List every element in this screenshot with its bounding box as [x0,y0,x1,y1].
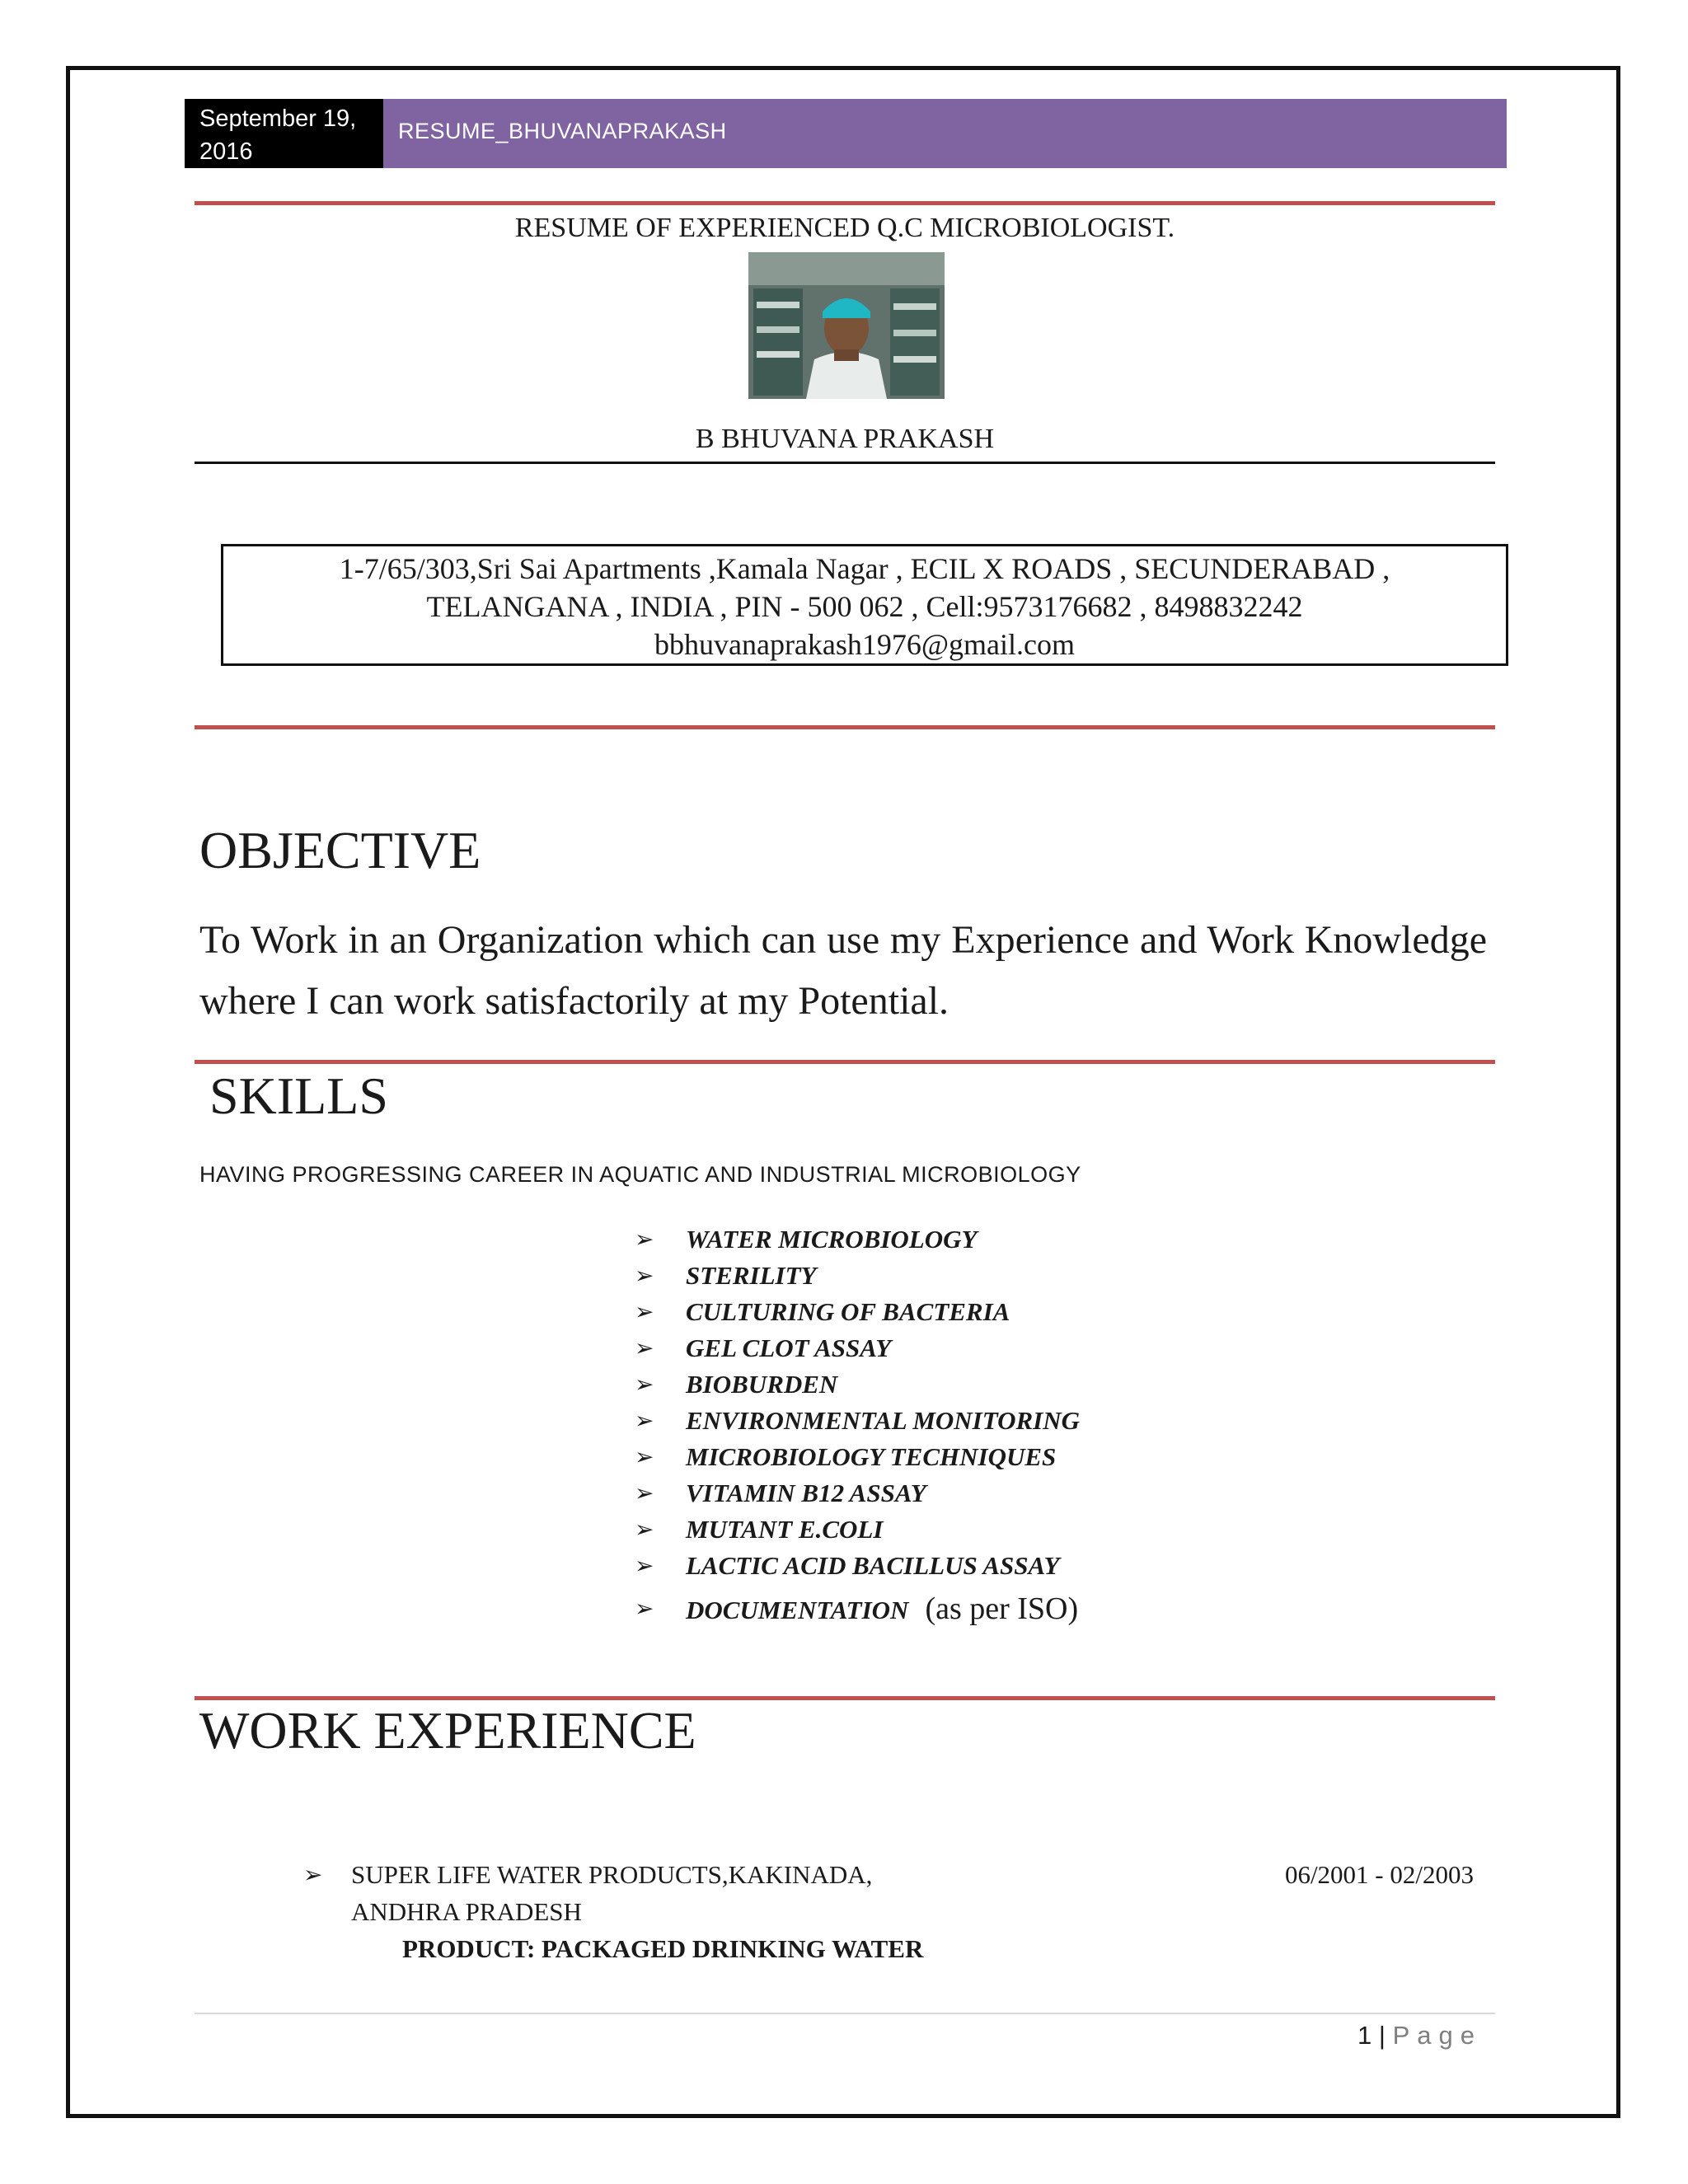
resume-heading: RESUME OF EXPERIENCED Q.C MICROBIOLOGIST. [514,213,1175,243]
profile-photo [748,252,945,399]
list-item: ➢ LACTIC ACID BACILLUS ASSAY [635,1548,1080,1584]
divider-contact [195,725,1495,729]
list-item: ➢ BIOBURDEN [635,1366,1080,1403]
candidate-name: B BHUVANA PRAKASH [695,424,995,454]
job-product: PRODUCT: PACKAGED DRINKING WATER [402,1934,924,1963]
arrow-bullet-icon: ➢ [635,1334,654,1361]
arrow-bullet-icon: ➢ [635,1443,654,1470]
job-entry [303,1856,873,1930]
job-dates: 06/2001 - 02/2003 [1284,1860,1474,1889]
email-address: bbhuvanaprakash1976@gmail.com [654,628,1076,661]
list-item: ➢ ENVIRONMENTAL MONITORING [635,1403,1080,1439]
arrow-bullet-icon: ➢ [635,1479,654,1507]
page-number: 1 [1357,2021,1372,2050]
page-footer [1357,2021,1482,2050]
arrow-bullet-icon: ➢ [635,1552,654,1579]
divider-top [195,201,1495,205]
skills-intro: HAVING PROGRESSING CAREER IN AQUATIC AND INDUSTRIAL MICROBIOLOGY [199,1162,1081,1187]
work-experience-title: WORK EXPERIENCE [199,1701,696,1760]
header-date: September 19, 2016 [185,99,383,168]
list-item: ➢ MUTANT E.COLI [635,1511,1080,1548]
list-item: ➢ WATER MICROBIOLOGY [635,1221,1080,1258]
list-item: ➢ STERILITY [635,1258,1080,1294]
profile-photo-image [748,252,945,399]
arrow-bullet-icon: ➢ [303,1861,323,1888]
page-separator: | [1378,2021,1386,2050]
arrow-bullet-icon: ➢ [635,1262,654,1289]
objective-text: To Work in an Organization which can use my Experience and Work Knowledge where I can work satisfactorily at my Potential. [199,918,1487,1023]
skills-title: SKILLS [209,1066,388,1125]
divider-skills [195,1696,1495,1700]
list-item: ➢ MICROBIOLOGY TECHNIQUES [635,1439,1080,1475]
list-item: ➢ CULTURING OF BACTERIA [635,1294,1080,1330]
arrow-bullet-icon: ➢ [635,1371,654,1398]
arrow-bullet-icon: ➢ [635,1516,654,1543]
job-location: ANDHRA PRADESH [351,1897,582,1926]
divider-objective [195,1060,1495,1064]
arrow-bullet-icon: ➢ [635,1226,654,1253]
arrow-bullet-icon: ➢ [635,1407,654,1434]
skill-note: (as per ISO) [925,1591,1079,1626]
address-box [221,544,1508,666]
list-item: ➢ GEL CLOT ASSAY [635,1330,1080,1366]
list-item: ➢ DOCUMENTATION (as per ISO) [635,1591,1079,1626]
list-item: ➢ VITAMIN B12 ASSAY [635,1475,1080,1511]
divider-name [195,462,1495,464]
page-label: Page [1392,2021,1482,2050]
address-line-2: TELANGANA , INDIA , PIN - 500 062 , Cell:9573176682 , 8498832242 [426,590,1303,623]
footer-divider [195,2013,1495,2014]
address-line-1: 1-7/65/303,Sri Sai Apartments ,Kamala Nagar , ECIL X ROADS , SECUNDERABAD , [339,552,1390,585]
header-doc-title: RESUME_BHUVANAPRAKASH [383,99,1507,168]
skills-list [635,1221,1080,1627]
objective-title: OBJECTIVE [199,821,481,879]
job-company: SUPER LIFE WATER PRODUCTS,KAKINADA, [351,1860,873,1889]
arrow-bullet-icon: ➢ [635,1298,654,1325]
arrow-bullet-icon: ➢ [635,1595,654,1622]
